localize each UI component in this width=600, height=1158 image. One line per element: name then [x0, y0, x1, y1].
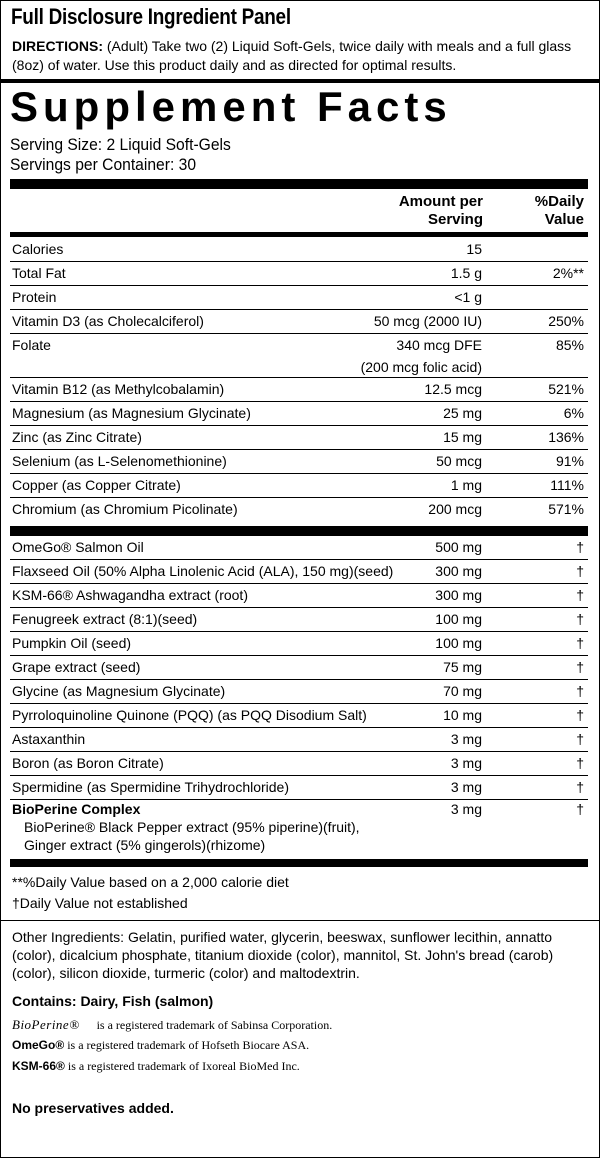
row-name: Astaxanthin	[12, 731, 86, 747]
row-name: Selenium (as L-Selenomethionine)	[12, 453, 227, 469]
blend-row	[10, 584, 588, 608]
blend-row	[10, 632, 588, 656]
row-name: KSM-66® Ashwagandha extract (root)	[12, 587, 248, 603]
row-amount: 300 mg	[435, 587, 482, 603]
row-amount: 10 mg	[443, 707, 482, 723]
trademark-omego	[12, 1038, 309, 1053]
row-name: OmeGo® Salmon Oil	[12, 539, 144, 555]
row-dv: †	[576, 731, 584, 747]
blend-row	[10, 656, 588, 680]
row-name: Total Fat	[12, 265, 66, 281]
row-amount: 50 mcg (2000 IU)	[373, 313, 482, 329]
row-name: Spermidine (as Spermidine Trihydrochloride)	[12, 779, 290, 795]
dv-header-line1: %Daily	[534, 193, 584, 210]
no-preservatives: No preservatives added.	[12, 1100, 174, 1116]
complex-row	[10, 798, 588, 857]
header-divider	[10, 232, 588, 237]
servings-per-container: Servings per Container: 30	[10, 155, 197, 174]
nutrient-row	[10, 426, 588, 450]
row-name: Fenugreek extract (8:1)(seed)	[12, 611, 198, 627]
blend-divider	[10, 526, 588, 536]
amount-header	[380, 193, 483, 229]
bottom-divider	[10, 859, 588, 867]
row-name: Pyrroloquinoline Quinone (PQQ) (as PQQ Disodium Salt)	[12, 707, 367, 723]
row-name: Chromium (as Chromium Picolinate)	[12, 501, 238, 517]
row-dv: †	[576, 635, 584, 651]
ksm-trademark-text: is a registered trademark of Ixoreal BioMed Inc.	[67, 1059, 300, 1073]
row-amount: 300 mg	[435, 563, 482, 579]
nutrient-row	[10, 310, 588, 334]
blend-row	[10, 680, 588, 704]
row-amount: 12.5 mcg	[424, 381, 482, 397]
complex-line2: Ginger extract (5% gingerols)(rhizome)	[24, 837, 266, 853]
separator	[0, 920, 600, 921]
omego-brand: OmeGo®	[12, 1038, 65, 1052]
row-amount: 500 mg	[435, 539, 482, 555]
row-name: Flaxseed Oil (50% Alpha Linolenic Acid (ALA), 150 mg)(seed)	[12, 563, 394, 579]
amount-header-line1: Amount per	[398, 193, 483, 210]
nutrient-row	[10, 474, 588, 498]
amount-header-line2: Serving	[427, 211, 483, 228]
complex-dv: †	[576, 801, 584, 817]
nutrient-row	[10, 286, 588, 310]
blend-row	[10, 560, 588, 584]
thick-divider	[10, 179, 588, 189]
row-name: Pumpkin Oil (seed)	[12, 635, 132, 651]
row-amount-detail: (200 mcg folic acid)	[360, 359, 482, 375]
row-amount: 1.5 g	[450, 265, 482, 281]
dv-header	[500, 193, 584, 229]
nutrient-row	[10, 402, 588, 426]
row-name: Calories	[12, 241, 64, 257]
trademark-ksm66	[12, 1059, 300, 1074]
trademark-bioperine	[12, 1017, 332, 1033]
row-dv: †	[576, 539, 584, 555]
row-dv: †	[576, 611, 584, 627]
row-name: Grape extract (seed)	[12, 659, 141, 675]
directions-text: (Adult) Take two (2) Liquid Soft-Gels, twice daily with meals and a full glass (8oz) of water. Use this product daily and as directed for optimal results.	[12, 38, 572, 73]
row-amount: 50 mcg	[436, 453, 482, 469]
row-dv: †	[576, 683, 584, 699]
row-name: Glycine (as Magnesium Glycinate)	[12, 683, 226, 699]
serving-size: Serving Size: 2 Liquid Soft-Gels	[10, 135, 231, 154]
footnote-not-established: †Daily Value not established	[12, 895, 188, 911]
nutrient-row	[10, 378, 588, 402]
blend-row	[10, 536, 588, 560]
row-name: Zinc (as Zinc Citrate)	[12, 429, 142, 445]
blend-row	[10, 776, 588, 800]
row-name: Vitamin D3 (as Cholecalciferol)	[12, 313, 204, 329]
omego-trademark-text: is a registered trademark of Hofseth Biocare ASA.	[67, 1038, 310, 1052]
row-dv: 85%	[555, 337, 584, 353]
row-dv: †	[576, 659, 584, 675]
row-dv: 571%	[548, 501, 584, 517]
row-dv: †	[576, 707, 584, 723]
row-amount: 75 mg	[443, 659, 482, 675]
row-dv: 6%	[563, 405, 584, 421]
row-amount: <1 g	[454, 289, 482, 305]
contains-allergens: Contains: Dairy, Fish (salmon)	[12, 993, 214, 1009]
row-name: Folate	[12, 337, 51, 353]
blend-row	[10, 608, 588, 632]
row-name: Protein	[12, 289, 57, 305]
blend-row	[10, 728, 588, 752]
row-name: Copper (as Copper Citrate)	[12, 477, 181, 493]
nutrient-row	[10, 450, 588, 474]
row-dv: 91%	[555, 453, 584, 469]
complex-line1: BioPerine® Black Pepper extract (95% piperine)(fruit),	[24, 819, 360, 835]
panel-title: Full Disclosure Ingredient Panel	[11, 4, 291, 29]
row-dv: †	[576, 755, 584, 771]
row-dv: 2%**	[552, 265, 584, 281]
blend-row	[10, 704, 588, 728]
dv-header-line2: Value	[544, 211, 584, 228]
ksm-brand: KSM-66®	[12, 1059, 65, 1073]
row-name: Vitamin B12 (as Methylcobalamin)	[12, 381, 225, 397]
footnote-dv: **%Daily Value based on a 2,000 calorie diet	[12, 874, 289, 890]
row-amount: 3 mg	[450, 731, 482, 747]
row-amount: 3 mg	[450, 779, 482, 795]
row-name: Magnesium (as Magnesium Glycinate)	[12, 405, 251, 421]
row-dv: 250%	[548, 313, 584, 329]
row-amount: 1 mg	[450, 477, 482, 493]
directions-label: DIRECTIONS:	[12, 38, 103, 54]
directions	[12, 37, 592, 75]
row-amount: 3 mg	[450, 755, 482, 771]
row-dv: †	[576, 563, 584, 579]
row-amount: 25 mg	[443, 405, 482, 421]
complex-amount: 3 mg	[450, 801, 482, 817]
nutrient-row	[10, 262, 588, 286]
nutrient-row	[10, 498, 588, 521]
row-amount: 15 mg	[443, 429, 482, 445]
blend-row	[10, 752, 588, 776]
row-amount: 200 mcg	[428, 501, 482, 517]
facts-title: Supplement Facts	[10, 83, 452, 130]
nutrient-row	[10, 238, 588, 262]
row-amount: 100 mg	[435, 611, 482, 627]
row-dv: 521%	[548, 381, 584, 397]
complex-name: BioPerine Complex	[12, 801, 141, 817]
row-dv: 136%	[548, 429, 584, 445]
row-dv: †	[576, 779, 584, 795]
other-ingredients: Other Ingredients: Gelatin, purified water, glycerin, beeswax, sunflower lecithin, annatto (color), dicalcium phosphate, titanium dioxide (color), mannitol, St. John's bread (carob) (color), silicon dioxide, turmeric (color) and maltodextrin.	[12, 929, 554, 981]
nutrient-row	[10, 334, 588, 378]
row-amount: 340 mcg DFE	[396, 337, 482, 353]
bioperine-logo: BioPerine®	[12, 1017, 80, 1032]
row-amount: 100 mg	[435, 635, 482, 651]
row-amount: 70 mg	[443, 683, 482, 699]
row-name: Boron (as Boron Citrate)	[12, 755, 164, 771]
row-amount: 15	[466, 241, 482, 257]
row-dv: 111%	[550, 477, 584, 493]
row-dv: †	[576, 587, 584, 603]
bioperine-trademark-text: is a registered trademark of Sabinsa Corporation.	[96, 1018, 333, 1032]
